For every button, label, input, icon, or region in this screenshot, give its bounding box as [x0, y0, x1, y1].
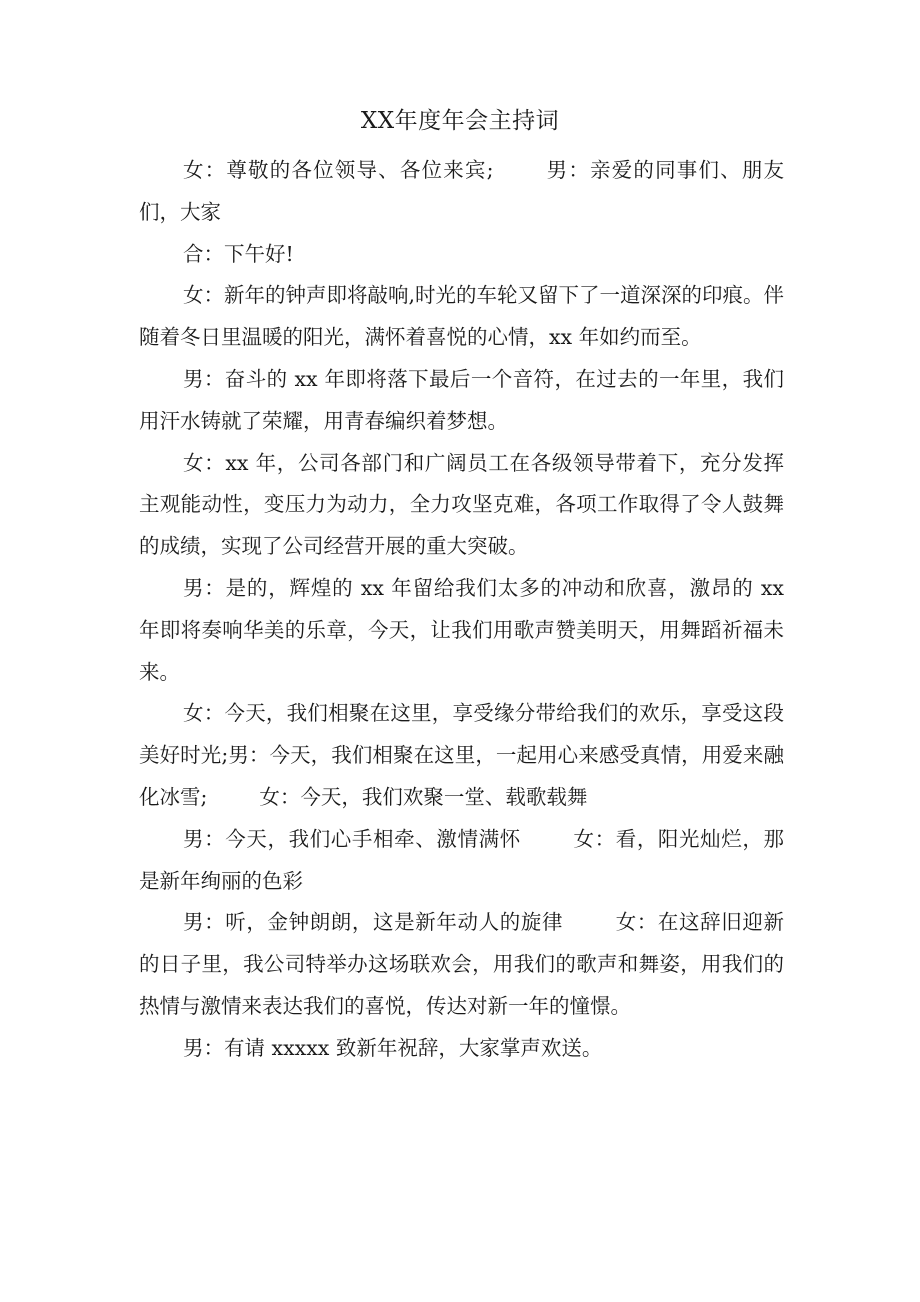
- paragraph-text: 女：今天，我们相聚在这里，享受缘分带给我们的欢乐，享受这段美好时光;男：今天，我们相聚在这里，一起用心来感受真情，用爱来融化冰雪;: [139, 701, 784, 809]
- paragraph-text: 女：在这辞旧迎新的日子里，我公司特举办这场联欢会，用我们的歌声和舞姿，用我们的热情与激情来表达我们的喜悦，传达对新一年的憧憬。: [139, 910, 785, 1018]
- paragraph-text: 男：是的，辉煌的 xx 年留给我们太多的冲动和欣喜，激昂的 xx 年即将奏响华美的乐章，今天，让我们用歌声赞美明天，用舞蹈祈福未来。: [139, 575, 784, 684]
- paragraph-text: 男：今天，我们心手相牵、激情满怀: [183, 826, 521, 851]
- paragraph: [139, 275, 784, 359]
- paragraph: [139, 693, 784, 818]
- paragraph-text: 男：奋斗的 xx 年即将落下最后一个音符，在过去的一年里，我们用汗水铸就了荣耀，用青春编织着梦想。: [139, 366, 784, 433]
- document-title: XX年度年会主持词: [360, 108, 560, 134]
- paragraph: [139, 902, 784, 1027]
- document-body: [139, 150, 784, 1070]
- paragraph-text: 男：听，金钟朗朗，这是新年动人的旋律: [183, 910, 564, 935]
- paragraph: [139, 819, 784, 903]
- paragraph-text: 女：今天，我们欢聚一堂、载歌载舞: [259, 784, 588, 809]
- paragraph-text: 男：亲爱的同事们、朋友们，大家: [139, 158, 785, 224]
- paragraph: [139, 359, 784, 443]
- paragraph-text: 合：下午好!: [183, 241, 294, 266]
- paragraph: [139, 443, 784, 568]
- paragraph: [139, 1028, 784, 1070]
- paragraph: [139, 150, 784, 234]
- paragraph-text: 女：尊敬的各位领导、各位来宾;: [183, 158, 494, 182]
- paragraph-text: 男：有请 xxxxx 致新年祝辞，大家掌声欢送。: [183, 1035, 603, 1060]
- paragraph-text: 女：xx 年，公司各部门和广阔员工在各级领导带着下，充分发挥主观能动性，变压力为动力，全力攻坚克难，各项工作取得了令人鼓舞的成绩，实现了公司经营开展的重大突破。: [139, 450, 784, 559]
- paragraph-text: 女：看，阳光灿烂，那是新年绚丽的色彩: [139, 826, 785, 893]
- paragraph: [139, 568, 784, 693]
- paragraph-text: 女：新年的钟声即将敲响,时光的车轮又留下了一道深深的印痕。伴随着冬日里温暖的阳光，满怀着喜悦的心情，xx 年如约而至。: [139, 283, 785, 350]
- paragraph: [139, 234, 784, 276]
